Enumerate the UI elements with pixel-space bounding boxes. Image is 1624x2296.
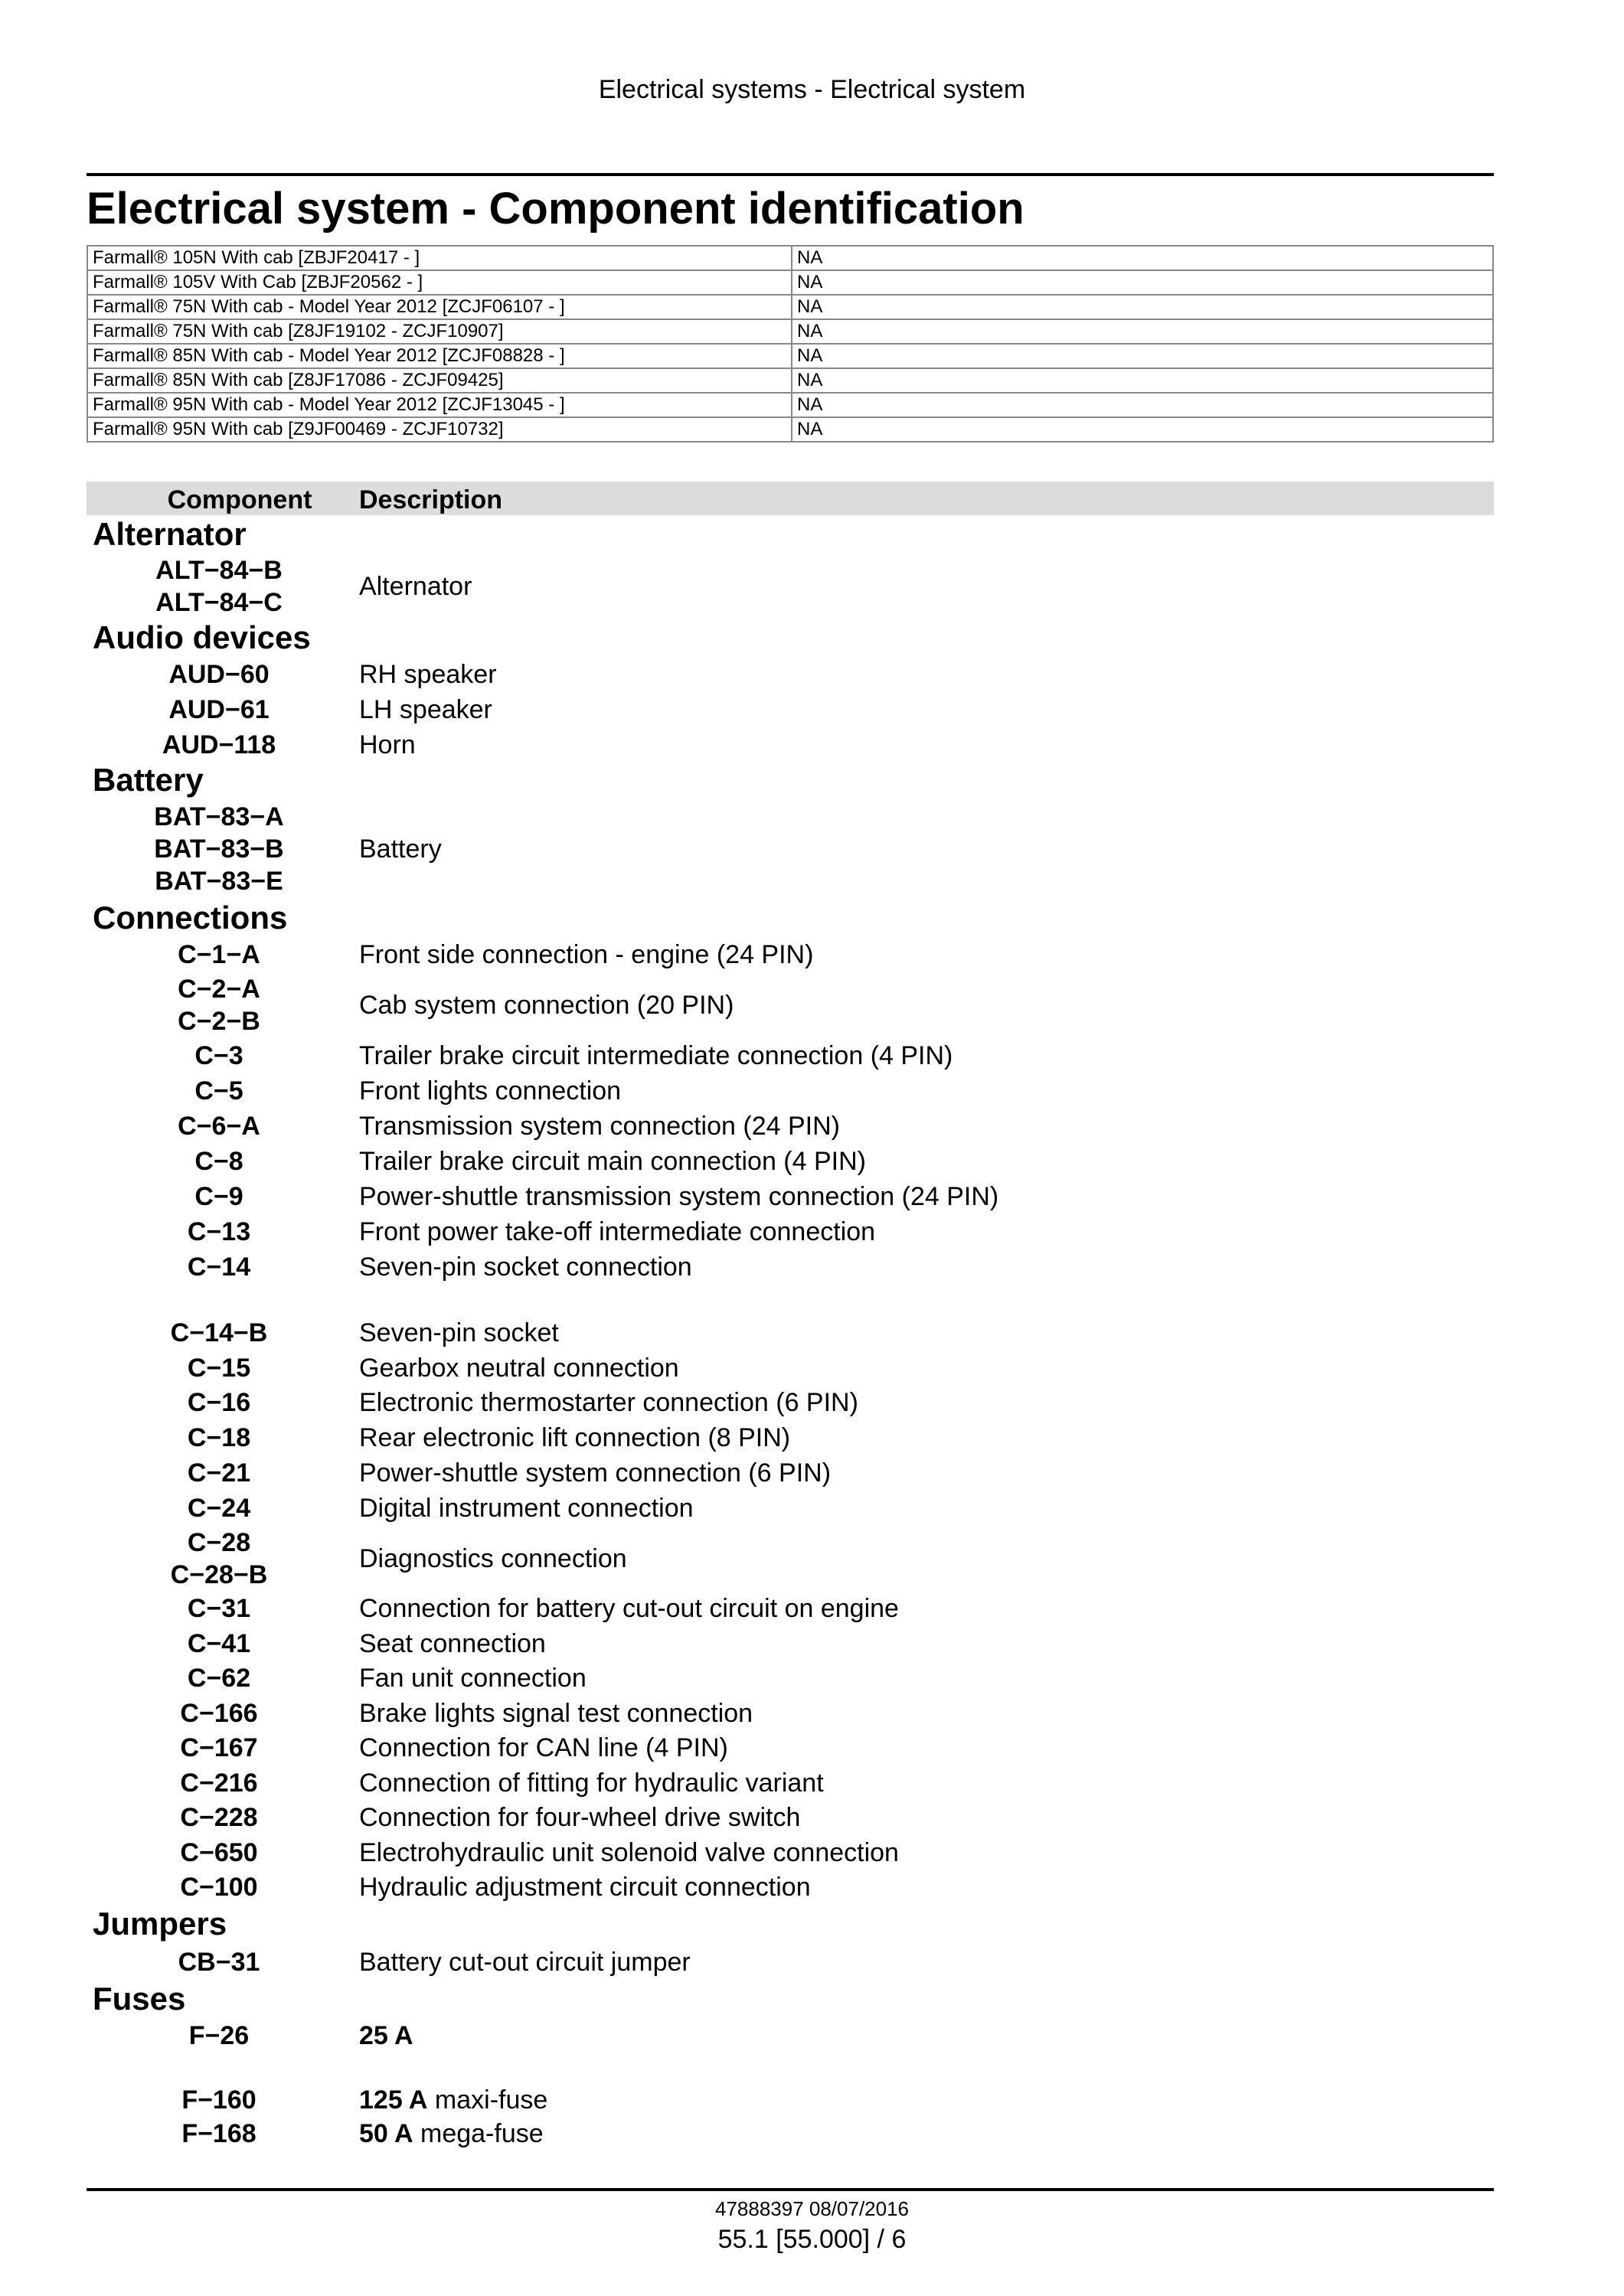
component-code: C−9 [194,1182,243,1211]
value-cell: NA [792,368,1493,393]
component-description: Transmission system connection (24 PIN) [359,1112,840,1141]
value-cell: NA [792,319,1493,344]
component-code: C−15 [187,1354,251,1383]
running-header: Electrical systems - Electrical system [598,75,1026,104]
component-code: C−166 [180,1699,258,1728]
component-description: RH speaker [359,660,497,689]
component-code: C−16 [187,1388,251,1417]
component-description: Battery [359,834,442,864]
component-description: Hydraulic adjustment circuit connection [359,1873,811,1902]
component-description [359,2084,547,2116]
component-code: F−160 [181,2085,257,2115]
component-code: BAT−83−E [155,867,283,896]
table-row [87,246,1493,270]
page-title: Electrical system - Component identification [87,184,1024,234]
table-row [87,344,1493,368]
component-description: LH speaker [359,695,492,724]
component-description: Electronic thermostarter connection (6 PIN) [359,1388,858,1417]
model-cell: Farmall® 95N With cab - Model Year 2012 [ZCJF13045 - ] [87,393,792,417]
component-description: Brake lights signal test connection [359,1699,753,1728]
component-description: Electrohydraulic unit solenoid valve connection [359,1838,899,1867]
component-column-header: Component [167,485,312,514]
component-code: AUD−60 [168,660,270,689]
footer-rule [87,2188,1494,2191]
value-cell: NA [792,393,1493,417]
component-description: Power-shuttle transmission system connection (24 PIN) [359,1182,999,1211]
component-description: Seven-pin socket connection [359,1253,692,1282]
component-description: Alternator [359,572,472,601]
component-description: Power-shuttle system connection (6 PIN) [359,1458,832,1488]
component-code: C−31 [187,1594,251,1623]
component-description: Connection for CAN line (4 PIN) [359,1733,728,1762]
component-code: C−650 [180,1838,258,1867]
component-code: BAT−83−B [154,834,284,864]
group-heading-jumpers: Jumpers [93,1906,227,1942]
component-description: Digital instrument connection [359,1494,694,1523]
model-cell: Farmall® 85N With cab - Model Year 2012 [ZCJF08828 - ] [87,344,792,368]
table-row [87,270,1493,295]
table-row [87,295,1493,319]
component-table-header [87,482,1494,515]
component-code: AUD−118 [162,730,276,759]
component-description: Trailer brake circuit intermediate connection (4 PIN) [359,1041,953,1070]
model-cell: Farmall® 105V With Cab [ZBJF20562 - ] [87,270,792,295]
value-cell: NA [792,270,1493,295]
component-code: BAT−83−A [154,802,284,831]
component-description: Front side connection - engine (24 PIN) [359,940,814,969]
fuse-rating: 125 A [359,2085,428,2115]
document-reference: 47888397 08/07/2016 [714,2197,910,2220]
table-row [87,417,1493,442]
table-row [87,319,1493,344]
component-description: Diagnostics connection [359,1544,627,1573]
group-heading-audio: Audio devices [93,619,311,655]
component-code: C−5 [194,1076,243,1106]
component-code: F−168 [181,2119,257,2148]
fuse-rating: 50 A [359,2119,413,2148]
component-code: C−3 [194,1041,243,1070]
component-description: Connection for four-wheel drive switch [359,1803,801,1832]
model-applicability-table [87,245,1494,443]
component-code: F−26 [188,2021,250,2050]
fuse-rating: 25 A [359,2021,413,2050]
model-cell: Farmall® 105N With cab [ZBJF20417 - ] [87,246,792,270]
component-description: Gearbox neutral connection [359,1354,679,1383]
table-row [87,393,1493,417]
component-code: AUD−61 [168,695,270,724]
component-code: C−14 [187,1253,251,1282]
component-code: C−13 [187,1217,251,1246]
component-code: C−14−B [170,1318,268,1347]
component-code: C−62 [187,1664,251,1693]
fuse-type: maxi-fuse [427,2085,548,2115]
component-description: Front lights connection [359,1076,622,1106]
component-code: C−167 [180,1733,258,1762]
component-description: Battery cut-out circuit jumper [359,1948,691,1977]
component-description: Trailer brake circuit main connection (4 PIN) [359,1147,866,1176]
component-description: Horn [359,730,416,759]
component-description [359,2118,544,2150]
description-column-header: Description [359,485,503,514]
table-row [87,368,1493,393]
group-heading-connections: Connections [93,900,288,936]
value-cell: NA [792,344,1493,368]
component-code: C−18 [187,1423,251,1452]
group-heading-alternator: Alternator [93,516,247,552]
component-description [359,2020,413,2052]
component-code: C−100 [180,1873,258,1902]
model-cell: Farmall® 75N With cab [Z8JF19102 - ZCJF10907] [87,319,792,344]
component-code: ALT−84−C [155,588,283,617]
component-code: ALT−84−B [155,556,283,585]
fuse-type: mega-fuse [413,2119,544,2148]
model-cell: Farmall® 75N With cab - Model Year 2012 [ZCJF06107 - ] [87,295,792,319]
model-cell: Farmall® 95N With cab [Z9JF00469 - ZCJF10732] [87,417,792,442]
component-description: Front power take-off intermediate connection [359,1217,876,1246]
component-code: C−228 [180,1803,258,1832]
component-code: C−28−B [170,1560,268,1589]
value-cell: NA [792,417,1493,442]
component-description: Cab system connection (20 PIN) [359,991,734,1020]
component-code: C−2−B [178,1007,260,1036]
header-rule [87,173,1494,176]
component-description: Seat connection [359,1629,546,1658]
component-description: Connection for battery cut-out circuit on engine [359,1594,899,1623]
value-cell: NA [792,246,1493,270]
component-description: Fan unit connection [359,1664,587,1693]
component-code: C−24 [187,1494,251,1523]
component-description: Seven-pin socket [359,1318,559,1347]
component-code: C−21 [187,1458,251,1488]
page-number: 55.1 [55.000] / 6 [717,2225,907,2254]
component-description: Connection of fitting for hydraulic variant [359,1769,824,1798]
group-heading-fuses: Fuses [93,1981,186,2017]
component-code: C−2−A [178,975,260,1004]
component-description: Rear electronic lift connection (8 PIN) [359,1423,791,1452]
component-code: C−28 [187,1528,251,1557]
group-heading-battery: Battery [93,762,204,798]
component-code: CB−31 [178,1948,260,1977]
component-code: C−41 [187,1629,251,1658]
value-cell: NA [792,295,1493,319]
component-code: C−216 [180,1769,258,1798]
component-code: C−8 [194,1147,243,1176]
component-code: C−1−A [178,940,260,969]
model-cell: Farmall® 85N With cab [Z8JF17086 - ZCJF09425] [87,368,792,393]
component-code: C−6−A [178,1112,260,1141]
